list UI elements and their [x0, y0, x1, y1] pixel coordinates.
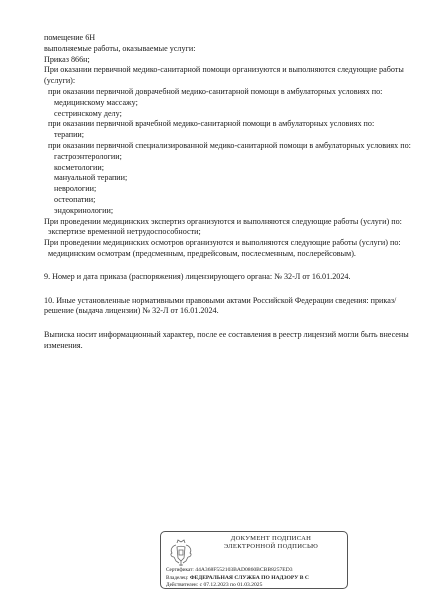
text-line: выполняемые работы, оказываемые услуги:	[44, 43, 196, 53]
list-item: неврологии;	[54, 184, 97, 194]
text-line: При проведении медицинских осмотров организуются и выполняются следующие работы (услуги) по:	[44, 238, 401, 248]
text-line: при оказании первичной доврачебной медико-санитарной помощи в амбулаторных условиях по:	[48, 86, 383, 96]
certificate-row: Сертификат: 44A368F552103BAD0860BCBB8257ED3	[166, 567, 293, 573]
list-item: мануальной терапии;	[54, 173, 128, 183]
document-body	[44, 33, 424, 352]
coat-of-arms-icon	[167, 538, 195, 568]
disclaimer-note: Выписка носит информационный характер, после ее составления в реестр лицензий могли быть внесены изменения.	[44, 330, 409, 350]
list-item: остеопатии;	[54, 194, 96, 204]
stamp-details	[166, 567, 348, 590]
list-item: гастроэнтерологии;	[54, 151, 122, 161]
validity-row: Действителен: с 07.12.2023 по 01.03.2025	[166, 582, 263, 589]
text-line: помещение 6Н	[44, 33, 96, 42]
order-number-paragraph: 9. Номер и дата приказа (распоряжения) лицензирующего органа: № 32-Л от 16.01.2024.	[44, 271, 351, 281]
electronic-signature-stamp	[160, 531, 348, 589]
text-line: при оказании первичной специализированной медико-санитарной помощи в амбулаторных условиях по:	[48, 140, 411, 150]
stamp-title: ДОКУМЕНТ ПОДПИСАН ЭЛЕКТРОННОЙ ПОДПИСЬЮ	[223, 535, 319, 550]
list-item: сестринскому делу;	[54, 108, 122, 118]
list-item: эндокринологии;	[54, 205, 114, 215]
owner-row: Владелец: ФЕДЕРАЛЬНАЯ СЛУЖБА ПО НАДЗОРУ В С	[166, 574, 309, 581]
list-item: медицинским осмотрам (предсменным, предрейсовым, послесменным, послерейсовым).	[48, 248, 356, 258]
list-item: экспертизе временной нетрудоспособности;	[48, 227, 201, 237]
text-line: При проведении медицинских экспертиз организуются и выполняются следующие работы (услуги) по:	[44, 216, 402, 226]
other-info-paragraph: 10. Иные установленные нормативными правовыми актами Российской Федерации сведения: приказ/решение (выдача лицензии) № 32-Л от 16.01.2024.	[44, 295, 397, 316]
list-item: косметологии;	[54, 162, 104, 172]
text-line: При оказании первичной медико-санитарной помощи организуются и выполняются следующие работы (услуги):	[44, 65, 404, 86]
text-line: Приказ 866н;	[44, 54, 90, 64]
text-line: при оказании первичной врачебной медико-санитарной помощи в амбулаторных условиях по:	[48, 119, 375, 129]
list-item: медицинскому массажу;	[54, 97, 138, 107]
list-item: терапии;	[54, 130, 85, 140]
